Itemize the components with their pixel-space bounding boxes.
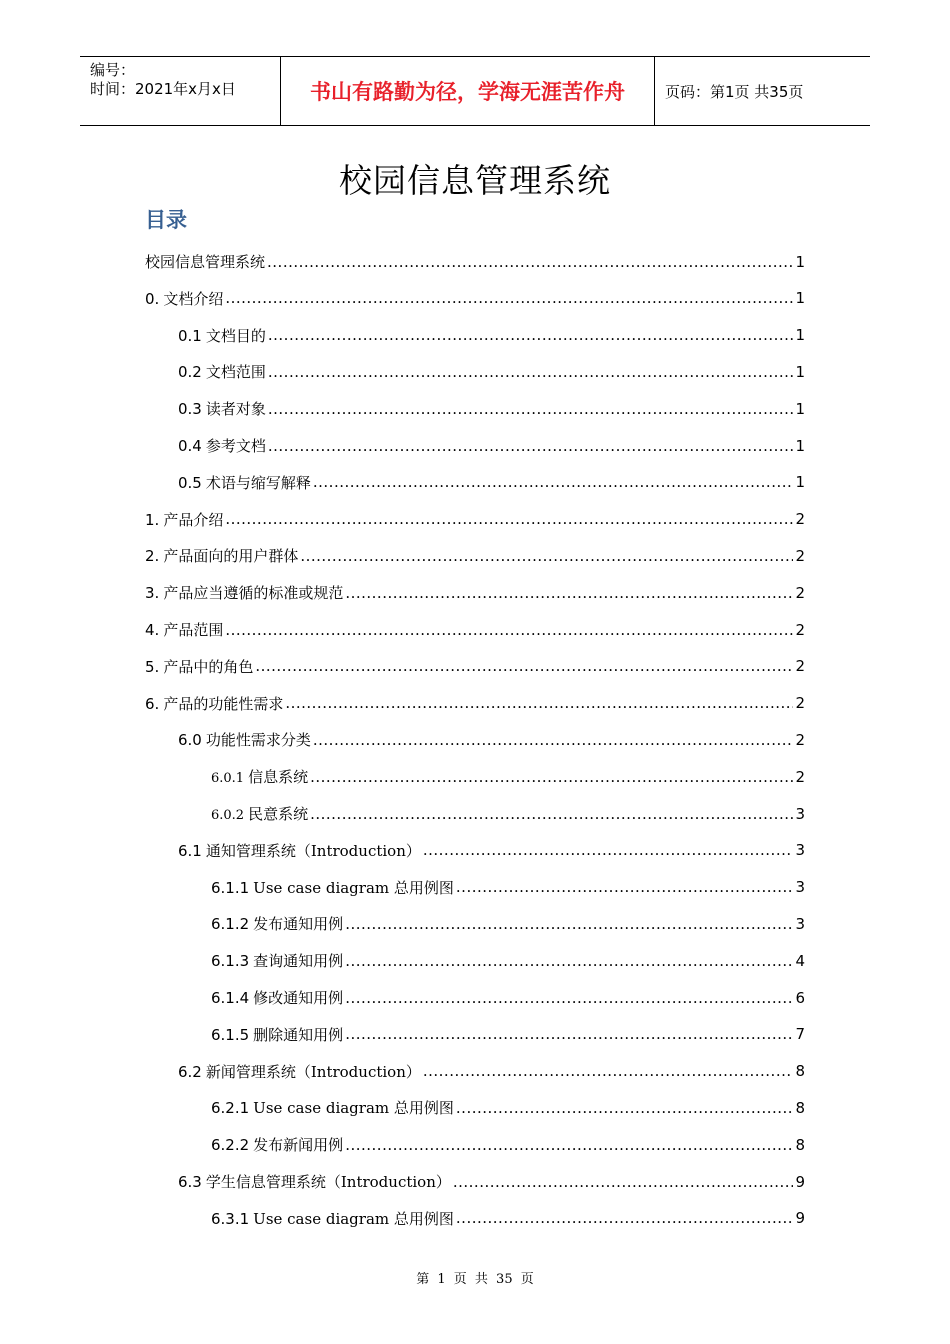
toc-entry-page: 3 <box>795 841 805 860</box>
toc-entry-label <box>211 877 454 898</box>
toc-entry-text: 产品应当遵循的标准或规范 <box>163 584 344 603</box>
toc-entry-page: 4 <box>795 951 805 970</box>
toc-entry[interactable] <box>145 280 805 317</box>
toc-leader-dots <box>345 584 793 602</box>
toc-entry[interactable] <box>145 501 805 538</box>
toc-entry-page: 1 <box>795 326 805 345</box>
toc-entry-page: 1 <box>795 473 805 492</box>
page-header <box>80 56 870 126</box>
toc-entry-page: 8 <box>795 1098 805 1117</box>
toc-entry-page: 7 <box>795 1025 805 1044</box>
toc-entry-page: 1 <box>795 362 805 381</box>
toc-entry-label <box>145 509 223 530</box>
toc-leader-dots <box>345 989 793 1007</box>
toc-entry-text: 产品范围 <box>163 621 224 639</box>
toc-entry-text: 术语与缩写解释 <box>205 473 311 492</box>
toc-entry-label <box>211 1134 343 1155</box>
toc-leader-dots <box>310 768 793 786</box>
toc-entry[interactable] <box>211 905 805 942</box>
doc-time-label: 时间：2021年x月x日 <box>90 80 236 98</box>
toc-entry-number: 0.5 <box>178 473 202 492</box>
toc-entry[interactable] <box>178 832 805 869</box>
toc-entry-text: 发布通知用例 <box>253 915 344 934</box>
toc-leader-dots <box>268 326 794 344</box>
toc-entry-text: Use case diagram 总用例图 <box>253 878 454 897</box>
toc-entry-page: 1 <box>795 436 805 455</box>
toc-entry-text: 学生信息管理系统（Introduction） <box>205 1173 451 1191</box>
toc-entry-text: 功能性需求分类 <box>205 731 311 750</box>
toc-leader-dots <box>345 1136 793 1154</box>
toc-entry-label <box>145 656 253 677</box>
toc-leader-dots <box>268 437 794 455</box>
toc-entry-page: 2 <box>795 730 805 749</box>
toc-entry-label <box>211 1208 454 1229</box>
toc-entry-page: 9 <box>795 1172 805 1191</box>
toc-entry[interactable] <box>145 243 805 280</box>
toc-leader-dots <box>345 952 793 970</box>
toc-leader-dots <box>456 1209 794 1227</box>
toc-leader-dots <box>225 621 793 639</box>
toc-entry-text: 产品面向的用户群体 <box>163 547 299 566</box>
toc-entry-number: 6.0 <box>178 731 202 750</box>
toc-entry-number: 6.2 <box>178 1062 202 1081</box>
toc-entry[interactable] <box>211 1126 805 1163</box>
toc-entry-label <box>178 1171 451 1192</box>
toc-entry[interactable] <box>178 1053 805 1090</box>
toc-entry[interactable] <box>211 1089 805 1126</box>
toc-entry-label <box>178 472 311 493</box>
toc-entry-label <box>211 987 343 1008</box>
toc-entry-text: 信息系统 <box>248 768 309 787</box>
toc-heading: 目录 <box>145 208 187 232</box>
toc-entry[interactable] <box>211 869 805 906</box>
header-motto: 书山有路勤为径，学海无涯苦作舟 <box>281 57 655 125</box>
toc-entry-number: 5. <box>145 657 160 676</box>
toc-leader-dots <box>313 473 794 491</box>
toc-entry-number: 4. <box>145 621 160 639</box>
toc-leader-dots <box>300 547 793 565</box>
toc-leader-dots <box>423 1062 794 1080</box>
toc-entry-label <box>145 582 343 603</box>
toc-entry-page: 2 <box>795 767 805 786</box>
toc-entry-label <box>145 288 223 309</box>
toc-entry-number: 1. <box>145 510 160 529</box>
toc-entry[interactable] <box>211 979 805 1016</box>
toc-entry-number: 6.1.5 <box>211 1025 250 1044</box>
toc-leader-dots <box>285 694 793 712</box>
toc-entry-text: 删除通知用例 <box>253 1025 344 1044</box>
document-title: 校园信息管理系统 <box>339 161 611 200</box>
toc-leader-dots <box>225 510 793 528</box>
toc-entry-number: 0.3 <box>178 400 202 419</box>
toc-entry-number: 6.2.1 <box>211 1099 250 1118</box>
toc-entry[interactable] <box>145 574 805 611</box>
toc-entry-text: 文档范围 <box>205 363 266 382</box>
toc-entry-text: 产品中的角色 <box>163 657 254 676</box>
toc-entry-number: 6.1.2 <box>211 915 250 934</box>
toc-entry-number: 6.1.1 <box>211 878 250 897</box>
toc-leader-dots <box>453 1173 794 1191</box>
toc-entry-text: 文档目的 <box>205 326 266 345</box>
toc-entry[interactable] <box>178 427 805 464</box>
toc-entry-page: 3 <box>795 914 805 933</box>
toc-entry-number: 0. <box>145 289 160 308</box>
toc-entry-label <box>211 1024 343 1045</box>
toc-entry-label <box>145 545 298 566</box>
toc-leader-dots <box>313 731 794 749</box>
toc-entry-text: 查询通知用例 <box>253 952 344 971</box>
toc-entry[interactable] <box>145 648 805 685</box>
toc-leader-dots <box>225 289 793 307</box>
toc-leader-dots <box>456 1099 794 1117</box>
toc-entry-label <box>145 619 223 640</box>
toc-entry-number: 6.0.1 <box>211 771 245 787</box>
toc-entry[interactable] <box>178 353 805 390</box>
toc-entry-number: 2. <box>145 547 160 566</box>
toc-entry[interactable] <box>211 758 805 795</box>
toc-entry[interactable] <box>211 1016 805 1053</box>
toc-entry-label <box>145 251 265 272</box>
toc-entry-text: 校园信息管理系统 <box>145 253 266 271</box>
toc-entry[interactable] <box>145 685 805 722</box>
toc-entry[interactable] <box>211 1200 805 1237</box>
toc-leader-dots <box>456 878 794 896</box>
toc-entry-page: 1 <box>795 399 805 418</box>
toc-entry-page: 2 <box>795 694 805 713</box>
doc-number-label: 编号： <box>90 61 136 79</box>
header-page-info: 页码：第1页 共35页 <box>665 82 804 101</box>
toc-entry-label <box>211 950 343 971</box>
toc-entry[interactable] <box>178 464 805 501</box>
toc-entry-page: 8 <box>795 1062 805 1081</box>
toc-entry-label <box>211 766 308 787</box>
toc-entry-page: 1 <box>795 289 805 308</box>
toc-entry-label <box>145 693 283 714</box>
toc-entry-number: 6.1.3 <box>211 952 250 971</box>
toc-entry-number: 6. <box>145 694 160 713</box>
toc-entry-text: Use case diagram 总用例图 <box>253 1099 454 1118</box>
toc-entry-page: 2 <box>795 620 805 639</box>
toc-leader-dots <box>345 1025 793 1043</box>
toc-entry-text: 新闻管理系统（Introduction） <box>205 1062 421 1081</box>
toc-entry[interactable] <box>178 1163 805 1200</box>
page-footer: 第 1 页 共 35 页 <box>416 1272 534 1287</box>
toc-leader-dots <box>267 253 793 271</box>
toc-entry-label <box>178 435 266 456</box>
toc-entry-number: 6.1 <box>178 841 202 860</box>
toc-entry-number: 0.1 <box>178 326 202 345</box>
toc-entry-label <box>211 913 343 934</box>
toc-entry-number: 6.3.1 <box>211 1209 250 1228</box>
toc-entry-number: 3. <box>145 584 160 603</box>
toc-entry-number: 6.2.2 <box>211 1136 250 1155</box>
toc-entry[interactable] <box>178 721 805 758</box>
toc-entry[interactable] <box>145 611 805 648</box>
toc-entry-page: 2 <box>795 657 805 676</box>
toc-entry-label <box>178 840 421 861</box>
toc-entry-label <box>211 803 308 824</box>
toc-entry-number: 0.4 <box>178 437 202 455</box>
toc-entry-text: 产品介绍 <box>163 510 224 529</box>
toc-entry-text: 发布新闻用例 <box>253 1136 344 1155</box>
toc-entry-label <box>178 1061 421 1082</box>
toc-entry-number: 6.0.2 <box>211 808 245 823</box>
toc-leader-dots <box>345 915 793 933</box>
toc-leader-dots <box>423 841 794 859</box>
toc-entry-page: 9 <box>795 1209 805 1228</box>
toc-leader-dots <box>268 363 794 381</box>
toc-entry-page: 1 <box>795 252 805 271</box>
toc-entry-page: 8 <box>795 1135 805 1154</box>
toc-leader-dots <box>310 805 793 823</box>
toc-entry-label <box>178 325 266 346</box>
toc-entry-page: 3 <box>795 878 805 897</box>
toc-entry-number: 0.2 <box>178 363 202 382</box>
toc-entry-label <box>178 361 266 382</box>
toc-entry[interactable] <box>211 942 805 979</box>
toc-entry-label <box>178 398 266 419</box>
toc-entry-page: 2 <box>795 510 805 529</box>
toc-entry-page: 2 <box>795 583 805 602</box>
toc-entry-number: 6.1.4 <box>211 989 250 1007</box>
toc-entry-text: 参考文档 <box>205 437 266 455</box>
toc-entry-label <box>178 729 311 750</box>
toc-leader-dots <box>255 657 793 675</box>
toc-entry-number: 6.3 <box>178 1173 202 1191</box>
toc-entry-text: Use case diagram 总用例图 <box>253 1209 454 1228</box>
toc-entry-text: 读者对象 <box>205 400 266 419</box>
toc-entry-page: 3 <box>795 804 805 823</box>
toc-entry[interactable] <box>211 795 805 832</box>
toc-entry-page: 2 <box>795 546 805 565</box>
toc-leader-dots <box>268 400 794 418</box>
toc-entry-text: 民意系统 <box>248 805 309 823</box>
toc-entry-text: 文档介绍 <box>163 289 224 308</box>
toc-entry[interactable] <box>178 390 805 427</box>
toc-entry[interactable] <box>145 537 805 574</box>
toc-entry-label <box>211 1097 454 1118</box>
toc-entry-text: 修改通知用例 <box>253 989 344 1007</box>
toc-entry-text: 通知管理系统（Introduction） <box>205 841 421 860</box>
toc-entry[interactable] <box>178 317 805 354</box>
toc-entry-text: 产品的功能性需求 <box>163 694 284 713</box>
header-meta <box>80 57 281 125</box>
toc-entry-page: 6 <box>795 988 805 1007</box>
